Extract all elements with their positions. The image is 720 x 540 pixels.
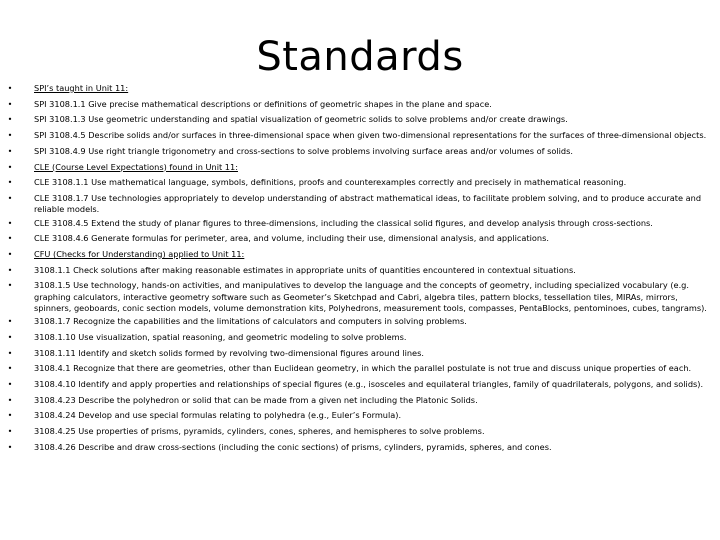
list-item-text: 3108.1.7 Recognize the capabilities and the limitations of calculators and computers in solving problems. [34, 316, 467, 327]
bullet-icon: • [7, 131, 13, 141]
bullet-icon: • [7, 411, 13, 421]
list-item-text: CLE 3108.1.1 Use mathematical language, symbols, definitions, proofs and counterexamples correctly and precisely in mathematical reasoning. [34, 177, 627, 188]
list-item [6, 112, 714, 128]
list-item-text: SPI 3108.4.5 Describe solids and/or surfaces in three-dimensional space when given two-dimensional representations for the surfaces of three-dimensional objects. [34, 130, 707, 141]
list-item [6, 231, 714, 247]
list-item [6, 330, 714, 346]
list-item-text: 3108.4.25 Use properties of prisms, pyramids, cylinders, cones, spheres, and hemispheres to solve problems. [34, 426, 485, 437]
list-item-text: CLE 3108.1.7 Use technologies appropriately to develop understanding of abstract mathematical ideas, to facilitate problem solving, and to produce accurate and reliable models. [34, 192, 702, 215]
bullet-icon: • [7, 427, 13, 437]
bullet-icon: • [7, 146, 13, 156]
list-item [6, 263, 714, 279]
bullet-icon: • [7, 162, 13, 172]
bullet-icon: • [7, 317, 13, 327]
standards-list [6, 81, 714, 456]
list-item [6, 216, 714, 232]
bullet-icon: • [7, 395, 13, 405]
bullet-icon: • [7, 442, 13, 452]
bullet-icon: • [7, 115, 13, 125]
bullet-icon: • [7, 193, 13, 203]
slide-title: Standards [256, 34, 464, 80]
list-item [6, 361, 714, 377]
bullet-icon: • [7, 348, 13, 358]
list-item [6, 128, 714, 144]
list-item [6, 175, 714, 191]
list-item-text: SPI’s taught in Unit 11: [34, 83, 129, 93]
bullet-icon: • [7, 234, 13, 244]
bullet-icon: • [7, 218, 13, 228]
bullet-icon: • [7, 332, 13, 342]
list-item [6, 408, 714, 424]
list-item-text: CLE 3108.4.6 Generate formulas for perimeter, area, and volume, including their use, dimensional analysis, and applications. [34, 233, 549, 244]
bullet-icon: • [7, 281, 13, 291]
bullet-icon: • [7, 178, 13, 188]
list-item [6, 278, 714, 314]
bullet-icon: • [7, 99, 13, 109]
list-item-text: 3108.4.26 Describe and draw cross-sections (including the conic sections) of prisms, cylinders, pyramids, spheres, and cones. [34, 441, 552, 452]
bullet-icon: • [7, 249, 13, 259]
list-item [6, 346, 714, 362]
section-heading [6, 81, 714, 97]
list-item-text: 3108.1.1 Check solutions after making reasonable estimates in appropriate units of quantities encountered in contextual situations. [34, 264, 576, 275]
section-heading [6, 160, 714, 176]
bullet-icon: • [7, 265, 13, 275]
bullet-icon: • [7, 380, 13, 390]
list-item-text: SPI 3108.4.9 Use right triangle trigonometry and cross-sections to solve problems involving surface areas and/or volumes of solids. [34, 145, 573, 156]
list-item-text: CLE 3108.4.5 Extend the study of planar figures to three-dimensions, including the classical solid figures, and develop analysis through cross-sections. [34, 217, 653, 228]
list-item [6, 393, 714, 409]
list-item-text: 3108.4.10 Identify and apply properties and relationships of special figures (e.g., isosceles and equilateral triangles, family of quadrilaterals, polygons, and solids). [34, 379, 704, 390]
list-item [6, 97, 714, 113]
list-item [6, 440, 714, 456]
list-item-text: 3108.1.11 Identify and sketch solids formed by revolving two-dimensional figures around lines. [34, 347, 424, 358]
section-heading [6, 247, 714, 263]
list-item-text: CFU (Checks for Understanding) applied to Unit 11: [34, 248, 245, 259]
list-item [6, 191, 714, 216]
bullet-icon: • [7, 84, 13, 93]
list-item-text: SPI 3108.1.1 Give precise mathematical descriptions or definitions of geometric shapes in the plane and space. [34, 98, 492, 109]
list-item-text: 3108.4.23 Describe the polyhedron or solid that can be made from a given net including the Platonic Solids. [34, 394, 478, 405]
list-item-text: 3108.4.1 Recognize that there are geometries, other than Euclidean geometry, in which the parallel postulate is not true and discuss unique properties of each. [34, 363, 692, 374]
list-item-text: SPI 3108.1.3 Use geometric understanding and spatial visualization of geometric solids to solve problems and/or create drawings. [34, 114, 568, 125]
list-item-text: 3108.1.10 Use visualization, spatial reasoning, and geometric modeling to solve problems. [34, 331, 407, 342]
list-item-text: 3108.1.5 Use technology, hands-on activities, and manipulatives to develop the language and the concepts of geometry, including specialized vocabulary (e.g. graphing calculators, interactive geometry software such as Geometer’s Sketchpad and Cabri, algebra tiles, pattern blocks, tessellation tiles, MIRAs, mirrors, spinners, geoboards, conic section models, volume demonstration kits, Polyhedrons, measurement tools, compasses, PentaBlocks, pentominoes, cubes, tangrams). [34, 280, 707, 313]
list-item [6, 314, 714, 330]
bullet-icon: • [7, 364, 13, 374]
list-item [6, 144, 714, 160]
list-item-text: CLE (Course Level Expectations) found in Unit 11: [34, 161, 238, 172]
list-item-text: 3108.4.24 Develop and use special formulas relating to polyhedra (e.g., Euler’s Formula). [34, 410, 402, 421]
list-item [6, 377, 714, 393]
list-item [6, 424, 714, 440]
